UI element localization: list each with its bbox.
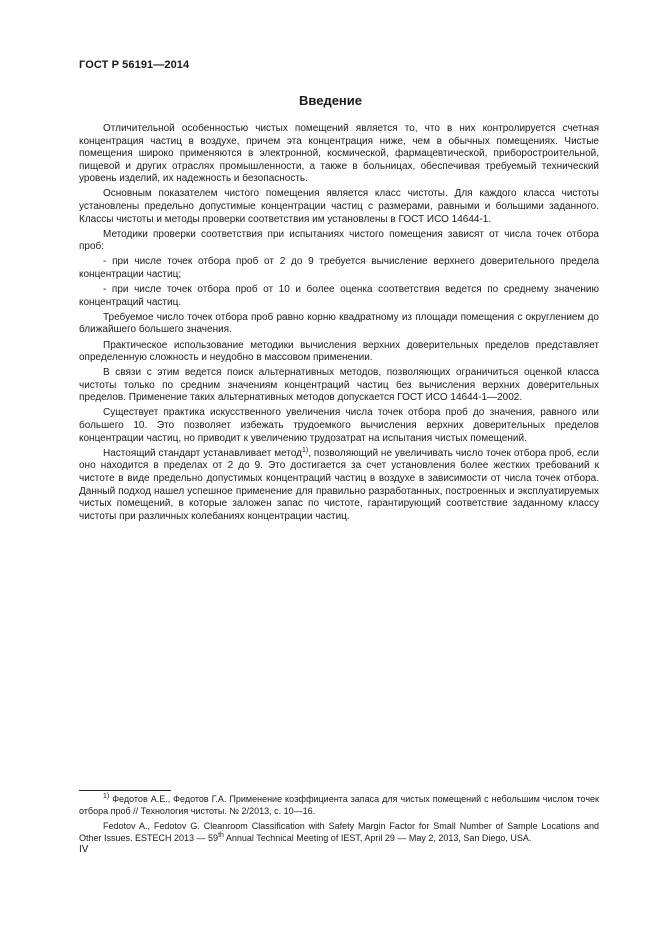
footnote-mark: 1)	[103, 793, 110, 800]
document-body	[79, 123, 599, 523]
document-header: ГОСТ Р 56191—2014	[79, 59, 190, 71]
ordinal-suffix: th	[218, 831, 224, 839]
paragraph: В связи с этим ведется поиск альтернативных методов, позволяющих ограничиться оценкой класса чистоты только по средним значениям концентраций частиц без вычисления верхних доверительных пределов. Применение таких альтернативных методов допускается ГОСТ ИСО 14644-1—2002.	[79, 367, 599, 404]
paragraph: Практическое использование методики вычисления верхних доверительных пределов представляет определенную сложность и неудобно в массовом применении.	[79, 339, 599, 364]
footnote-text: Федотов А.Е., Федотов Г.А. Применение коэффициента запаса для чистых помещений с небольшим числом точек отбора проб // Технология чистоты. № 2/2013, с. 10—16.	[79, 794, 599, 816]
footnote-en	[79, 821, 599, 844]
paragraph-text: , позволяющий не увеличивать число точек отбора проб, если оно находится в пределах от 2 до 9. Это достигается за счет установления более жестких требований к чистоте в виде предельно допустимых концентраций частиц в воздухе в зависимости от числа точек отбора. Данный подход нашел успешное применение для правильно разработанных, построенных и эксплуатируемых чистых помещений, в которые заложен запас по чистоте, гарантирующий соответствие заданному классу чистоты при различных колебаниях концентрации частиц.	[79, 447, 599, 522]
paragraph: Методики проверки соответствия при испытаниях чистого помещения зависят от числа точек отбора проб:	[79, 228, 599, 253]
paragraph-with-footnote-ref	[79, 448, 599, 524]
list-item: - при числе точек отбора проб от 10 и более оценка соответствия ведется по среднему значению концентраций частиц.	[79, 284, 599, 308]
footnote-ru	[79, 794, 599, 817]
footnote	[79, 794, 599, 844]
paragraph-text: Настоящий стандарт устанавливает метод	[103, 447, 302, 459]
page-number: IV	[79, 844, 89, 855]
footnote-reference: 1)	[302, 446, 309, 454]
paragraph: Существует практика искусственного увеличения числа точек отбора проб до значения, равного или большего 10. Это позволяет избежать трудоемкого вычисления верхних доверительных пределов концентрации частиц, но приводит к увеличению трудозатрат на испытания чистых помещений.	[79, 407, 599, 444]
paragraph: Отличительной особенностью чистых помещений является то, что в них контролируется счетная концентрация частиц в воздухе, причем эта концентрация ниже, чем в обычных помещениях. Чистые помещения широко применяются в электронной, космической, фармацевтической, приборостроительной, пищевой и других отраслях промышленности, а также в больницах, обеспечивая требуемый технический уровень изделий, их надежность и безопасность.	[79, 123, 599, 185]
footnote-divider	[79, 790, 171, 791]
footnote-text: Annual Technical Meeting of IEST, April 29 — May 2, 2013, San Diego, USA.	[223, 832, 532, 843]
paragraph: Требуемое число точек отбора проб равно корню квадратному из площади помещения с округлением до ближайшего большего значения.	[79, 311, 599, 336]
section-title: Введение	[299, 93, 362, 108]
footnote-text: Fedotov A., Fedotov G. Cleanroom Classification with Safety Margin Factor for Small Number of Sample Locations and Other Issues. ESTECH 2013 — 59	[79, 821, 599, 843]
paragraph: Основным показателем чистого помещения является класс чистоты. Для каждого класса чистоты установлены предельно допустимые концентрации частиц с размерами, равными и большими заданного. Классы чистоты и методы проверки соответствия им установлены в ГОСТ ИСО 14644-1.	[79, 188, 599, 225]
list-item: - при числе точек отбора проб от 2 до 9 требуется вычисление верхнего доверительного предела концентрации частиц;	[79, 256, 599, 281]
